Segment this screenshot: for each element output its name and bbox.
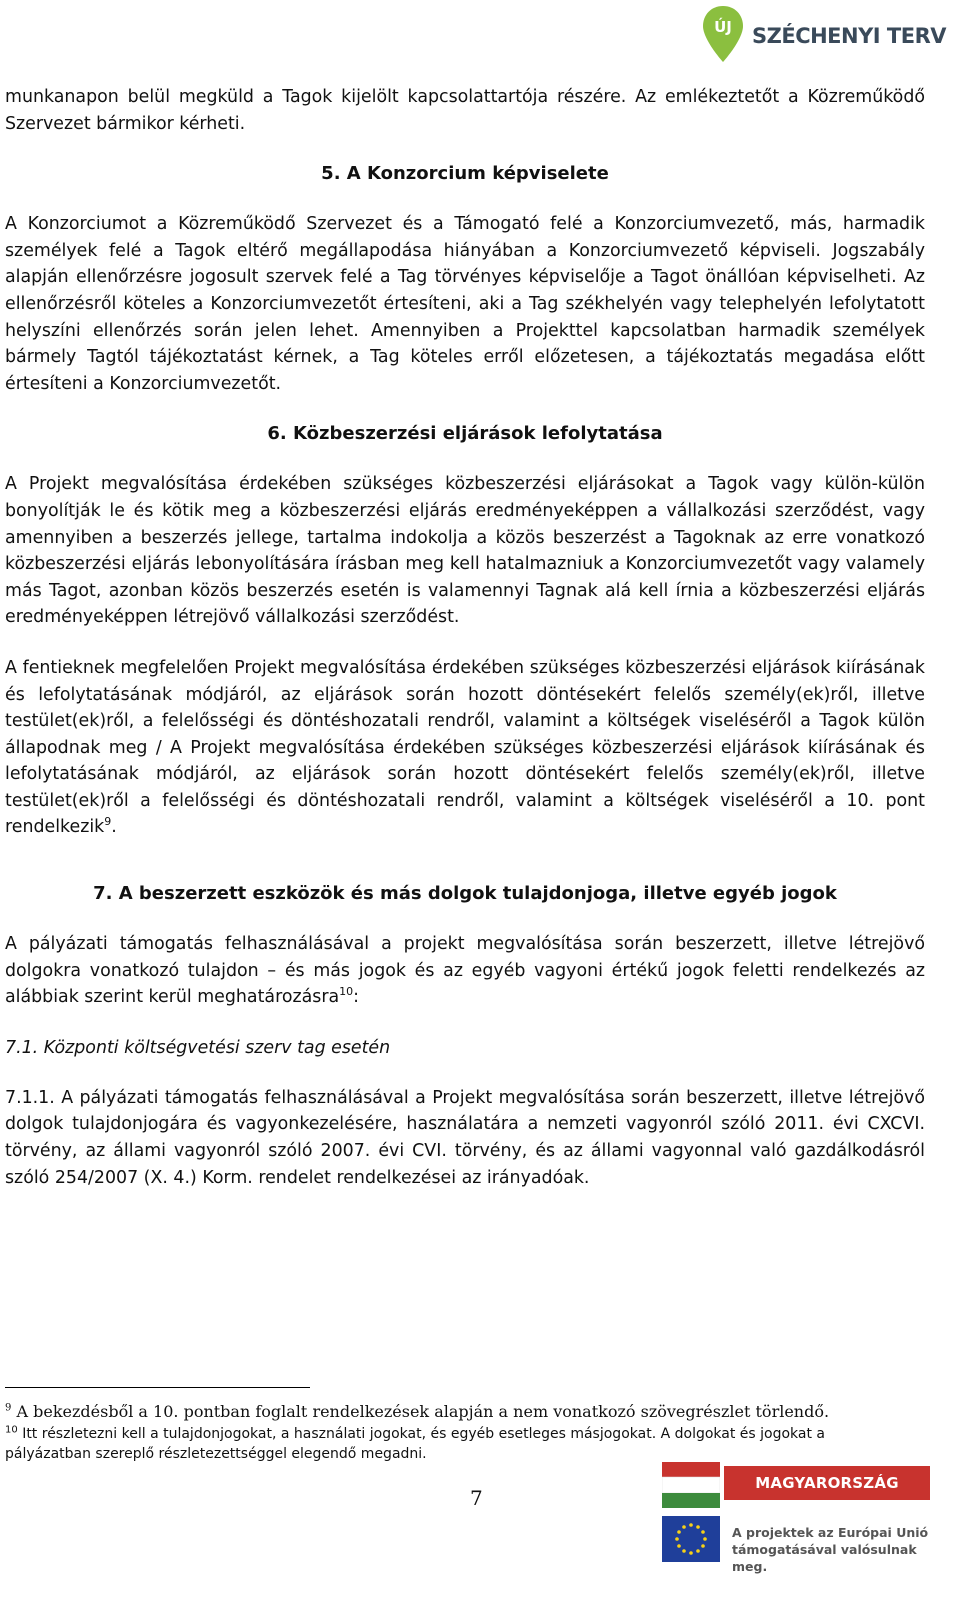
footnote-9-number: 9 <box>5 1402 12 1414</box>
magyarorszag-megujul-text: MAGYARORSZÁG MEGÚJUL <box>724 1466 930 1500</box>
page-number: 7 <box>470 1486 483 1510</box>
logo-pin-text: ÚJ <box>714 18 732 36</box>
footnote-10-number: 10 <box>5 1424 18 1436</box>
paragraph-section-7-text: A pályázati támogatás felhasználásával a projekt megvalósítása során beszerzett, illetve létrejövő dolgokra vonatkozó tulajdon – és más jogok és az egyéb vagyoni értékű jogok feletti rendelkezés az alábbiak szerint kerül meghatározásra <box>5 934 925 1008</box>
eu-support-text <box>732 1524 932 1575</box>
hungarian-flag-icon <box>662 1462 720 1508</box>
footnote-9 <box>5 1402 905 1422</box>
heading-section-6: 6. Közbeszerzési eljárások lefolytatása <box>267 423 663 445</box>
footnote-ref-10[interactable]: 10 <box>339 985 354 999</box>
heading-section-7: 7. A beszerzett eszközök és más dolgok tulajdonjoga, illetve egyéb jogok <box>93 883 837 905</box>
heading-section-5: 5. A Konzorcium képviselete <box>321 163 609 185</box>
eu-flag-icon <box>662 1516 720 1562</box>
paragraph-section-5: A Konzorciumot a Közreműködő Szervezet és a Támogató felé a Konzorciumvezető, más, harmadik személyek felé a Tagok eltérő megállapodása hiányában a Konzorciumvezető képviseli. Jogszabály alapján ellenőrzésre jogosult szervek felé a Tag törvényes képviselője a Tagot önállóan képviselheti. Az ellenőrzésről köteles a Konzorciumvezetőt értesíteni, aki a Tag székhelyén vagy telephelyén lefolytatott helyszíni ellenőrzés során jelen lehet. Amennyiben a Projekttel kapcsolatban harmadik személyek bármely Tagtól tájékoztatást kérnek, a Tag köteles erről előzetesen, a tájékoztatás megadása előtt értesíteni a Konzorciumvezetőt. <box>5 214 925 394</box>
paragraph-section-6b <box>5 655 925 841</box>
paragraph-section-7 <box>5 931 925 1011</box>
paragraph-end-mark: . <box>111 817 117 838</box>
paragraph-7-1-1: 7.1.1. A pályázati támogatás felhasználásával a Projekt megvalósítása során beszerzett, illetve létrejövő dolgok tulajdonjogára és vagyonkezelésére, használatára a nemzeti vagyonról szóló 2011. évi CXCVI. törvény, az állami vagyonról szóló 2007. évi CVI. törvény, és az állami vagyonnal való gazdálkodásról szóló 254/2007 (X. 4.) Korm. rendelet rendelkezései az irányadóak. <box>5 1087 925 1188</box>
eu-support-line-1: A projektek az Európai Unió <box>732 1525 929 1540</box>
eu-support-logo <box>662 1516 932 1574</box>
footnote-ref-9[interactable]: 9 <box>104 815 112 829</box>
footnote-10-text: Itt részletezni kell a tulajdonjogokat, a használati jogokat, és egyéb esetleges másjogokat. A dolgokat és jogokat a pályázatban szereplő részletezettséggel elegendő megadni. <box>5 1426 826 1462</box>
logo-brand-text: SZÉCHENYI TERV <box>752 24 947 48</box>
footnote-10 <box>5 1424 905 1464</box>
footnote-divider <box>5 1387 310 1388</box>
eu-support-line-2: támogatásával valósulnak meg. <box>732 1542 917 1574</box>
paragraph-section-6b-text: A fentieknek megfelelően Projekt megvalósítása érdekében szükséges közbeszerzési eljárások kiírásának és lefolytatásának módjáról, az eljárások során hozott döntésekért felelős személy(ek)ről, illetve testület(ek)ről, a felelősségi és döntéshozatali rendről, valamint a költségek viseléséről a Tagok külön állapodnak meg / A Projekt megvalósítása érdekében szükséges közbeszerzési eljárások kiírásának és lefolytatásának módjáról, az eljárások során hozott döntésekért felelős személy(ek)ről, illetve testület(ek)ről a felelősségi és döntéshozatali rendről, valamint a költségek viseléséről a 10. pont rendelkezik <box>5 657 925 838</box>
map-pin-icon <box>700 4 746 66</box>
paragraph-intro: munkanapon belül megküld a Tagok kijelölt kapcsolattartója részére. Az emlékeztetőt a Közreműködő Szervezet bármikor kérheti. <box>5 87 925 134</box>
szechenyi-terv-logo <box>700 4 947 84</box>
document-body <box>5 84 925 1191</box>
magyarorszag-megujul-logo <box>662 1462 932 1526</box>
paragraph-end-mark: : <box>353 987 359 1008</box>
paragraph-section-6a: A Projekt megvalósítása érdekében szükséges közbeszerzési eljárásokat a Tagok vagy külön-külön bonyolítják le és kötik meg a közbeszerzési eljárás eredményeképpen a vállalkozási szerződést, vagy amennyiben a beszerzés jellege, tartalma indokolja a közös beszerzést a Tagoknak az erre vonatkozó közbeszerzési eljárás lebonyolítására írásban meg kell hatalmazniuk a Konzorciumvezetőt vagy valamely más Tagot, azonban közös beszerzés esetén is valamennyi Tagnak alá kell írnia a közbeszerzési eljárás eredményeképpen létrejövő vállalkozási szerződést. <box>5 474 925 628</box>
subheading-7-1: 7.1. Központi költségvetési szerv tag esetén <box>5 1037 391 1058</box>
footnote-9-text: A bekezdésből a 10. pontban foglalt rendelkezések alapján a nem vonatkozó szövegrészlet törlendő. <box>16 1402 830 1421</box>
